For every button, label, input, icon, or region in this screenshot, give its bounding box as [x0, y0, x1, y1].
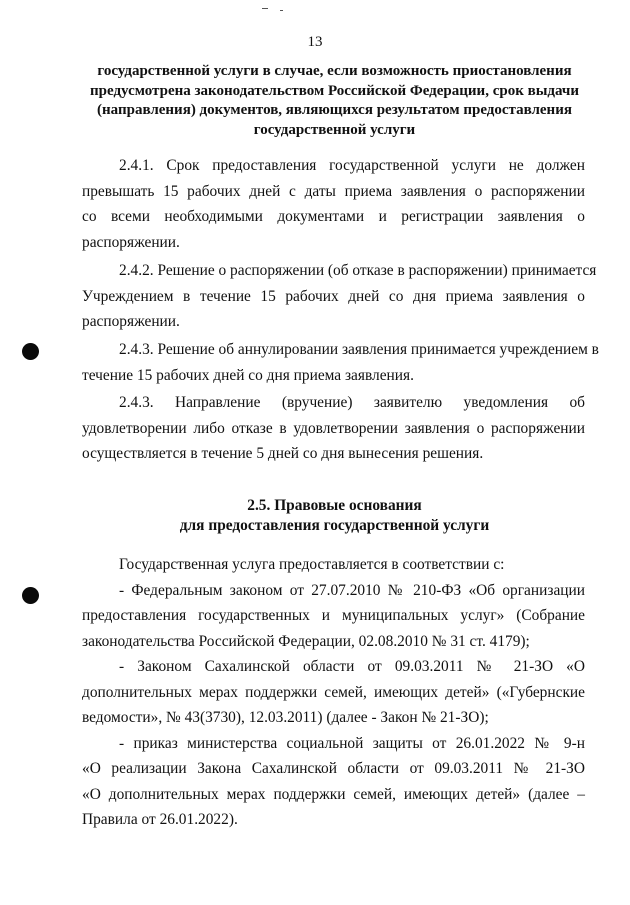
text-line: со всеми необходимыми документами и регистрации заявления о [82, 208, 585, 225]
heading-line: (направления) документов, являющихся результатом предоставления [97, 102, 572, 118]
section-heading-continuation [82, 62, 587, 140]
heading-line: для предоставления государственной услуги [179, 517, 490, 534]
text-line: - Законом Сахалинской области от 09.03.2011 № 21-ЗО «О [119, 658, 585, 675]
text-line: - приказ министерства социальной защиты от 26.01.2022 № 9-н [119, 734, 585, 752]
text-line: осуществляется в течение 5 дней со дня вынесения решения. [82, 445, 484, 462]
text-line: распоряжении. [82, 313, 180, 330]
text-line: «О реализации Закона Сахалинской области от 09.03.2011 № 21-ЗО [82, 760, 585, 777]
heading-line: государственной услуги в случае, если возможность приостановления [97, 63, 572, 79]
section-heading-2-5 [82, 496, 587, 536]
text-line: течение 15 рабочих дней со дня приема заявления. [82, 366, 414, 384]
text-line: - Федеральным законом от 27.07.2010 № 210-ФЗ «Об организации [119, 581, 585, 599]
text-line: распоряжении. [82, 233, 180, 251]
heading-line: государственной услуги [253, 121, 416, 138]
legal-basis-list [82, 552, 585, 833]
heading-line: предусмотрена законодательством Российской Федерации, срок выдачи [90, 82, 579, 99]
text-line: 2.4.1. Срок предоставления государственной услуги не должен [119, 157, 585, 174]
paragraph-2-4-2 [82, 258, 597, 335]
text-line: 2.4.3. Направление (вручение) заявителю уведомления об [119, 394, 585, 411]
paragraph-2-4-3-annulment [82, 337, 599, 388]
text-line: удовлетворении либо отказе в удовлетворении заявления о распоряжении [82, 419, 585, 437]
paragraph-2-4-3-notification [82, 390, 585, 467]
heading-line: 2.5. Правовые основания [247, 497, 422, 514]
scan-speck [280, 10, 283, 11]
text-line: Учреждением в течение 15 рабочих дней со дня приема заявления о [82, 287, 585, 305]
paragraph-2-4-1 [82, 153, 585, 255]
legal-intro: Государственная услуга предоставляется в соответствии с: [119, 556, 505, 573]
text-line: 2.4.3. Решение об аннулировании заявления принимается учреждением в [119, 341, 599, 358]
text-line: Правила от 26.01.2022). [82, 811, 238, 828]
text-line: «О дополнительных мерах поддержки семей, имеющих детей» (далее – [82, 785, 585, 803]
text-line: ведомости», № 43(3730), 12.03.2011) (далее - Закон № 21-ЗО); [82, 709, 489, 726]
text-line: законодательства Российской Федерации, 02.08.2010 № 31 ст. 4179); [82, 632, 530, 650]
text-line: предоставления государственных и муниципальных услуг» (Собрание [82, 607, 585, 624]
text-line: 2.4.2. Решение о распоряжении (об отказе в распоряжении) принимается [119, 262, 597, 279]
punch-hole-mark [22, 343, 39, 360]
text-line: дополнительных мерах поддержки семей, имеющих детей» («Губернские [82, 683, 585, 701]
punch-hole-mark [22, 587, 39, 604]
scan-speck [262, 8, 268, 9]
page-number: 13 [307, 34, 323, 50]
text-line: превышать 15 рабочих дней с даты приема заявления о распоряжении [82, 182, 585, 200]
